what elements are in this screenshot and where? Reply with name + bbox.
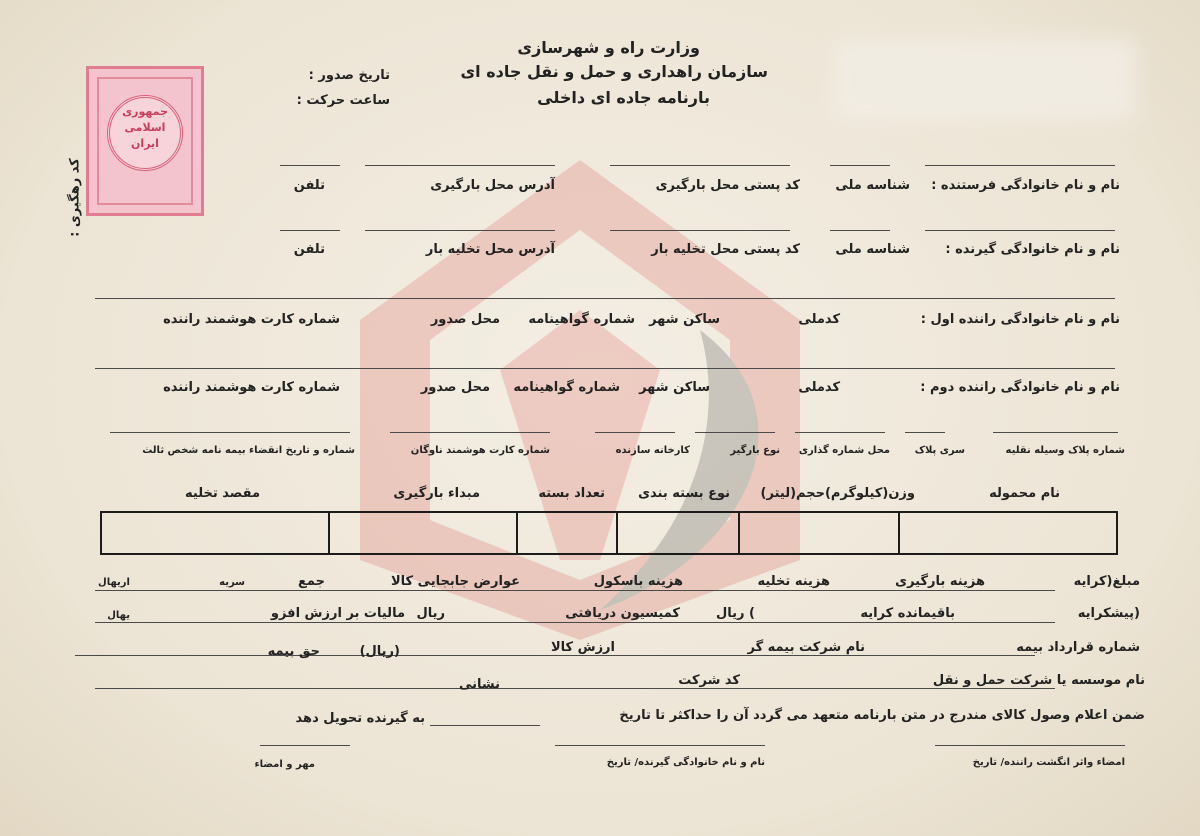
prepaid-label: (پیشکرایه — [1077, 606, 1140, 621]
cargo-header-count: تعداد بسته — [538, 486, 605, 501]
stamp-line-1: جمهوری — [122, 105, 168, 118]
issue-date-label: تاریخ صدور : — [308, 68, 390, 83]
receiver-national-id-label: شناسه ملی — [835, 242, 910, 257]
driver2-name-label: نام و نام خانوادگی راننده دوم : — [920, 380, 1120, 395]
fleet-card-label: شماره کارت هوشمند ناوگان — [410, 445, 550, 456]
cargo-header-weight: وزن(کیلوگرم)حجم(لیتر) — [760, 486, 915, 501]
sender-phone-label: تلفن — [293, 178, 325, 193]
redacted-area — [835, 40, 1135, 120]
remaining-fare-label: باقیمانده کرایه — [860, 606, 955, 621]
departure-time-label: ساعت حرکت : — [296, 93, 390, 108]
cargo-cell-destination[interactable] — [102, 513, 328, 553]
company-address-label: نشانی — [458, 677, 500, 692]
loading-cost-label: هزینه بارگیری — [895, 574, 985, 589]
seal-signature-label: مهر و امضاء — [254, 759, 315, 770]
driver1-name-label: نام و نام خانوادگی راننده اول : — [920, 312, 1120, 327]
receiver-address-label: آدرس محل تخلیه بار — [425, 242, 555, 257]
plate-series-label: سری پلاک — [914, 445, 965, 456]
plate-number-label: شماره پلاک وسیله نقلیه — [1005, 445, 1125, 456]
cargo-header-destination: مقصد تخلیه — [185, 486, 260, 501]
company-code-label: کد شرکت — [678, 673, 740, 688]
driver1-smart-card-label: شماره کارت هوشمند راننده — [163, 312, 340, 327]
receiver-name-label: نام و نام خانوادگی گیرنده : — [945, 242, 1120, 257]
commission-label: کمیسیون دریافتی — [565, 606, 680, 621]
vat-label: مالیات بر ارزش افزو — [270, 606, 405, 621]
cargo-header-name: نام محموله — [989, 486, 1060, 501]
cargo-cell-count[interactable] — [516, 513, 616, 553]
document-title: بارنامه جاده ای داخلی — [537, 88, 710, 107]
relocation-fee-label: عوارض جابجایی کالا — [390, 574, 520, 589]
driver2-city-label: ساکن شهر — [639, 380, 710, 395]
premium-label: حق بیمه — [267, 644, 320, 659]
receiver-postal-code-label: کد پستی محل تخلیه بار — [651, 242, 800, 257]
sender-postal-code-label: کد پستی محل بارگیری — [655, 178, 800, 193]
rial-label: ریال — [416, 606, 445, 621]
cargo-header-packaging: نوع بسته بندی — [638, 486, 730, 501]
commitment-text: ضمن اعلام وصول کالای مندرج در متن بارنامه متعهد می گردد آن را حداکثر تا تاریخ — [619, 708, 1145, 723]
stamp-line-2: اسلامی — [124, 121, 166, 134]
driver1-license-label: شماره گواهینامه — [528, 312, 635, 327]
partial-b-label: اریهال — [98, 577, 130, 588]
driver1-issue-place-label: محل صدور — [430, 312, 500, 327]
sender-national-id-label: شناسه ملی — [835, 178, 910, 193]
stamp-line-3: ایران — [131, 137, 159, 150]
rial-end-label: یهال — [107, 610, 130, 621]
rial-close-label: ) ریال — [716, 606, 755, 621]
tracking-code-label: کد رهگیری : — [67, 158, 83, 237]
driver-signature-label: امضاء واثر انگشت راننده/ تاریخ — [972, 757, 1125, 768]
cargo-cell-weight[interactable] — [738, 513, 898, 553]
insurance-expiry-label: شماره و تاریخ انقضاء بیمه نامه شخص ثالث — [142, 445, 355, 456]
transport-company-label: نام موسسه یا شرکت حمل و نقل — [932, 673, 1145, 688]
manufacturer-label: کارخانه سازنده — [615, 445, 690, 456]
driver2-national-code-label: کدملی — [798, 380, 840, 395]
sender-name-label: نام و نام خانوادگی فرستنده : — [931, 178, 1120, 193]
sender-address-label: آدرس محل بارگیری — [430, 178, 555, 193]
loader-type-label: نوع بارگیر — [730, 445, 780, 456]
driver2-issue-place-label: محل صدور — [420, 380, 490, 395]
cargo-table — [100, 511, 1118, 555]
unloading-cost-label: هزینه تخلیه — [757, 574, 830, 589]
insurance-contract-label: شماره قرارداد بیمه — [1016, 640, 1140, 655]
cargo-header-origin: مبداء بارگیری — [393, 486, 480, 501]
insurer-company-label: نام شرکت بیمه گر — [747, 640, 865, 655]
organization-title: سازمان راهداری و حمل و نقل جاده ای — [460, 62, 768, 81]
driver2-license-label: شماره گواهینامه — [513, 380, 620, 395]
receiver-phone-label: تلفن — [293, 242, 325, 257]
cargo-cell-origin[interactable] — [328, 513, 516, 553]
driver2-smart-card-label: شماره کارت هوشمند راننده — [163, 380, 340, 395]
cargo-cell-name[interactable] — [898, 513, 1116, 553]
revenue-stamp — [86, 66, 204, 216]
partial-a-label: سریه — [219, 577, 245, 588]
scale-cost-label: هزینه باسکول — [593, 574, 683, 589]
driver1-city-label: ساکن شهر — [649, 312, 720, 327]
goods-value-label: ارزش کالا — [550, 640, 615, 655]
fare-label: مبلغ(کرایه — [1073, 574, 1140, 589]
rial-paren-label: (ریال) — [359, 644, 400, 659]
ministry-title: وزارت راه و شهرسازی — [517, 38, 700, 57]
receiver-signature-label: نام و نام خانوادگی گیرنده/ تاریخ — [606, 757, 765, 768]
commitment-end: به گیرنده تحویل دهد — [295, 711, 425, 726]
driver1-national-code-label: کدملی — [798, 312, 840, 327]
registration-place-label: محل شماره گذاری — [798, 445, 890, 456]
total-label: جمع — [298, 574, 325, 589]
cargo-cell-packaging[interactable] — [616, 513, 738, 553]
